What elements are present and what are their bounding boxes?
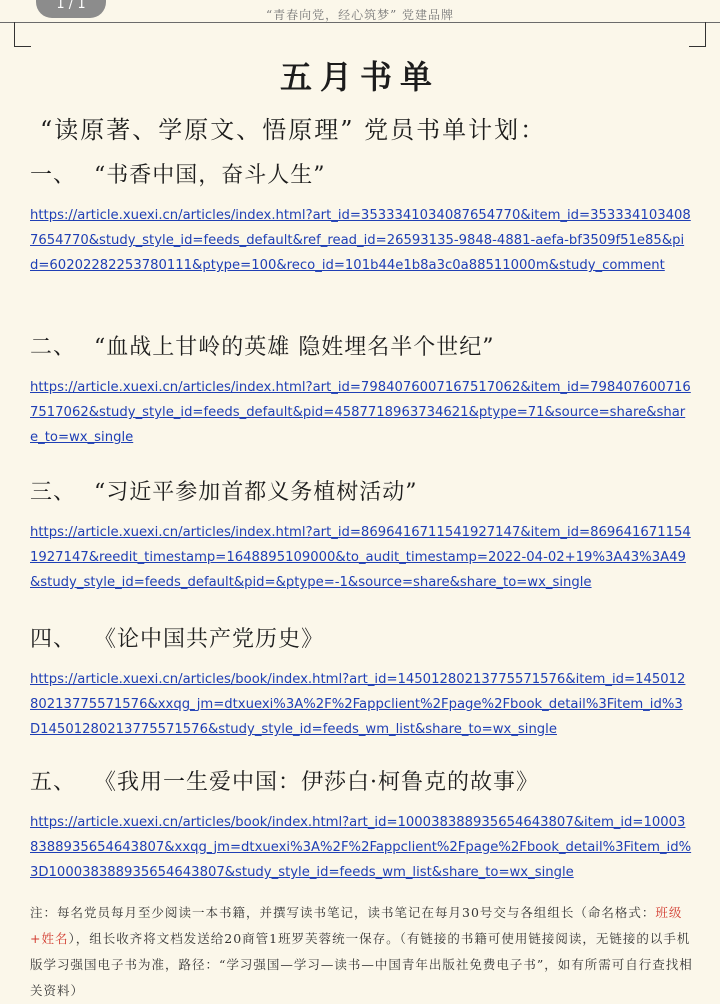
section-number: 二、 (30, 335, 77, 360)
page-subtitle: “读原著、学原文、悟原理” 党员书单计划： (40, 116, 547, 144)
book-link[interactable]: https://article.xuexi.cn/articles/book/index.html?art_id=14501280213775571576&item_id=14501280213775571576&xxqg_jm=dtxuexi%3A%2F%2Fappclient%2Fpage%2Fbook_detail%3Fitem_id%3D14501280213775571576&study_style_id=feeds_wm_list&share_to=wx_single (30, 672, 686, 737)
section-number: 一、 (30, 163, 77, 188)
book-section-5 (30, 765, 692, 885)
book-link[interactable]: https://article.xuexi.cn/articles/index.html?art_id=8696416711541927147&item_id=8696416711541927147&reedit_timestamp=1648895109000&to_audit_timestamp=2022-04-02+19%3A43%3A49&study_style_id=feeds_default&pid=&ptype=-1&source=share&share_to=wx_single (30, 525, 691, 590)
book-link[interactable]: https://article.xuexi.cn/articles/index.html?art_id=3533341034087654770&item_id=3533341034087654770&study_style_id=feeds_default&ref_read_id=26593135-9848-4881-aefa-bf3509f51e85&pid=6020228225378011​1&ptype=100&reco_id=101b44e1b8a3c0a88511000m&study_comment (30, 208, 691, 273)
book-section-2 (30, 330, 692, 450)
section-heading (30, 622, 692, 653)
section-number: 五、 (30, 770, 77, 795)
book-link[interactable]: https://article.xuexi.cn/articles/book/index.html?art_id=10003838893565464380​7&item_id=100038388935654643807&xxqg_jm=dtxuexi%3A%2F%2Fappclient%2Fpage%2Fbook_detail%3Fitem_id%3D100038388935654643807&study_style_id=feeds_wm_list&share_to=wx_single (30, 815, 692, 880)
book-section-4 (30, 622, 692, 742)
section-number: 三、 (30, 480, 77, 505)
page-indicator: 1 / 1 (36, 0, 106, 18)
section-title: 《论中国共产党历史》 (94, 627, 325, 652)
book-section-1 (30, 158, 692, 278)
book-link[interactable]: https://article.xuexi.cn/articles/index.html?art_id=7984076007167517062&item_id=7984076007167517062&study_style_id=feeds_default&pid=458771896373462​1&ptype=71&source=share&share_to=wx_single (30, 380, 691, 445)
section-title: “书香中国，奋斗人生” (94, 163, 326, 188)
left-corner-mark (14, 22, 31, 47)
section-heading (30, 158, 692, 189)
section-title: “血战上甘岭的英雄 隐姓埋名半个世纪” (94, 335, 495, 360)
header-banner: “青春向党，经心筑梦” 党建品牌 (265, 8, 455, 22)
book-section-3 (30, 475, 692, 595)
section-title: “习近平参加首都义务植树活动” (94, 480, 418, 505)
footnote (30, 900, 694, 1004)
section-heading (30, 330, 692, 361)
footnote-text-1: 注：每名党员每月至少阅读一本书籍，并撰写读书笔记，读书笔记在每月30号交与各组组长（命名格式： (30, 905, 656, 920)
section-title: 《我用一生爱中国：伊莎白·柯鲁克的故事》 (94, 770, 539, 795)
section-number: 四、 (30, 627, 77, 652)
page-title: 五月书单 (279, 58, 440, 96)
footnote-text-2: ），组长收齐将文档发送给20商管1班罗芙蓉统一保存。（有链接的书籍可使用链接阅读，无链接的以手机版学习强国电子书为准，路径：“学习强国—学习—读书—中国青年出版社免费电子书”，如有所需可自行查找相关资料） (30, 931, 693, 998)
footnote-highlight: 班级+姓名 (30, 905, 683, 946)
section-heading (30, 475, 692, 506)
right-corner-mark (689, 22, 706, 47)
header-divider (0, 22, 720, 23)
section-heading (30, 765, 692, 796)
